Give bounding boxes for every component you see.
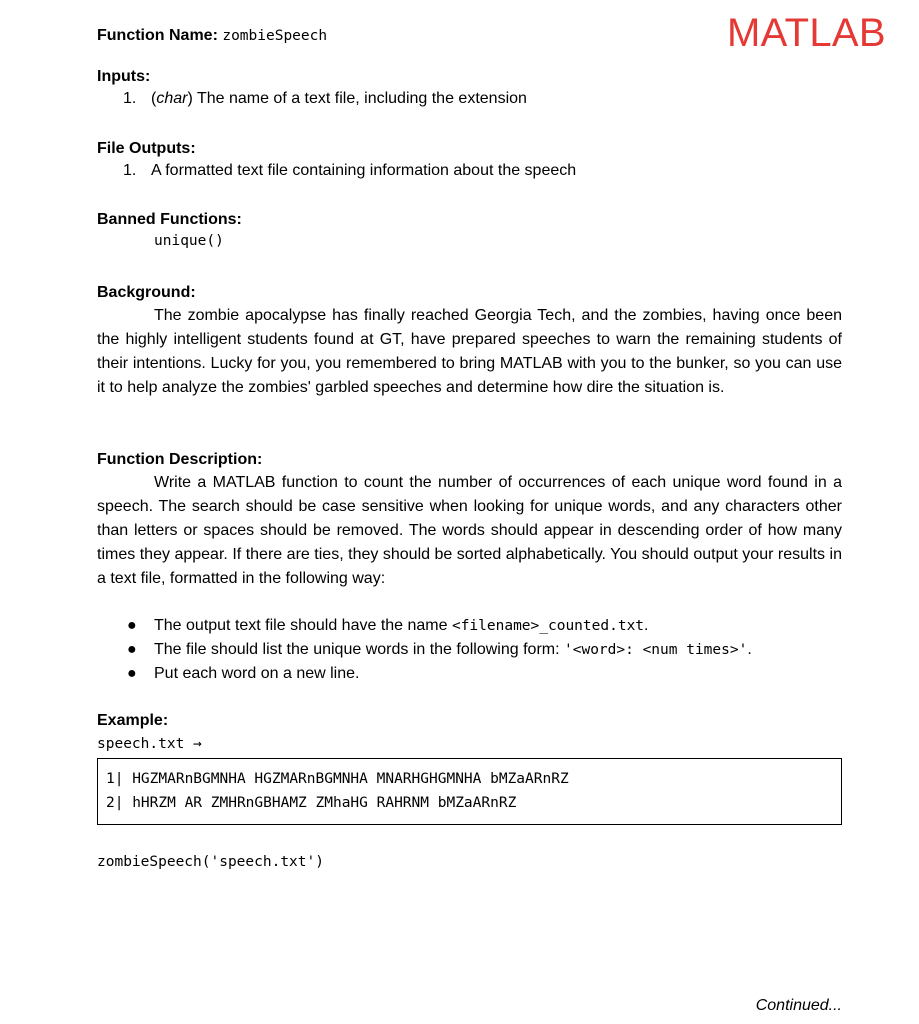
bullet-code: <filename>_counted.txt [451, 618, 645, 634]
file-outputs-section [97, 139, 842, 181]
file-line: 2| hHRZM AR ZMHRnGBHAMZ ZMhaHG RAHRNM bMZaARnRZ [106, 795, 517, 811]
file-outputs-item-number: 1. [123, 162, 137, 179]
banned-function: unique() [154, 233, 224, 249]
bullet-item [125, 638, 842, 662]
inputs-type-open: ( [151, 90, 157, 107]
bullet-dot: ● [127, 665, 137, 682]
function-name-label: Function Name: [97, 27, 218, 44]
inputs-item-number: 1. [123, 90, 137, 107]
inputs-type: char [156, 90, 188, 107]
file-outputs-heading: File Outputs: [97, 140, 196, 157]
function-name-line [97, 26, 327, 46]
bullet-dot: ● [127, 617, 137, 634]
bullet-text-end: . [644, 617, 649, 634]
inputs-item-text: The name of a text file, including the extension [192, 90, 527, 107]
example-file-label: speech.txt → [97, 736, 202, 752]
background-section [97, 282, 842, 400]
bullet-text: The file should list the unique words in the following form: [154, 641, 564, 658]
background-heading: Background: [97, 284, 196, 301]
inputs-item [97, 89, 842, 109]
example-file-contents [97, 758, 842, 825]
bullet-item [125, 614, 842, 638]
inputs-section [97, 67, 842, 109]
description-section [97, 449, 842, 591]
inputs-heading: Inputs: [97, 68, 151, 85]
file-outputs-item [97, 161, 842, 181]
matlab-logo-text: MATLAB [727, 11, 886, 55]
bullet-text-end: . [747, 641, 752, 658]
bullet-text: The output text file should have the name [154, 617, 452, 634]
bullet-code: '<word>: <num times>' [564, 642, 748, 658]
inputs-type-close: ) [187, 90, 193, 107]
example-section [97, 710, 842, 756]
function-name: zombieSpeech [222, 28, 328, 44]
example-heading: Example: [97, 712, 169, 729]
description-heading: Function Description: [97, 451, 263, 468]
description-paragraph: Write a MATLAB function to count the number of occurrences of each unique word found in a speech. The search should be case sensitive when looking for unique words, and any characters other than letters or spaces should be removed. The words should appear in descending order of how many times they appear. If there are ties, they should be sorted alphabetically. You should output your results in a text file, formatted in the following way: [97, 474, 842, 587]
file-line: 1| HGZMARnBGMNHA HGZMARnBGMNHA MNARHGHGMNHA bMZaARnRZ [106, 771, 569, 787]
bullet-text: Put each word on a new line. [154, 665, 360, 682]
banned-section [97, 210, 842, 252]
description-bullets [97, 614, 842, 686]
background-paragraph: The zombie apocalypse has finally reached Georgia Tech, and the zombies, having once been the highly intelligent students found at GT, have prepared speeches to warn the remaining students of their intentions. Lucky for you, you remembered to bring MATLAB with you to the bunker, so you can use it to help analyze the zombies' garbled speeches and determine how dire the situation is. [97, 307, 842, 396]
bullet-dot: ● [127, 641, 137, 658]
continued-note: Continued... [755, 997, 842, 1014]
bullet-item [125, 662, 842, 686]
banned-heading: Banned Functions: [97, 211, 242, 228]
file-outputs-item-text: A formatted text file containing information about the speech [151, 162, 577, 179]
example-call: zombieSpeech('speech.txt') [97, 854, 324, 870]
